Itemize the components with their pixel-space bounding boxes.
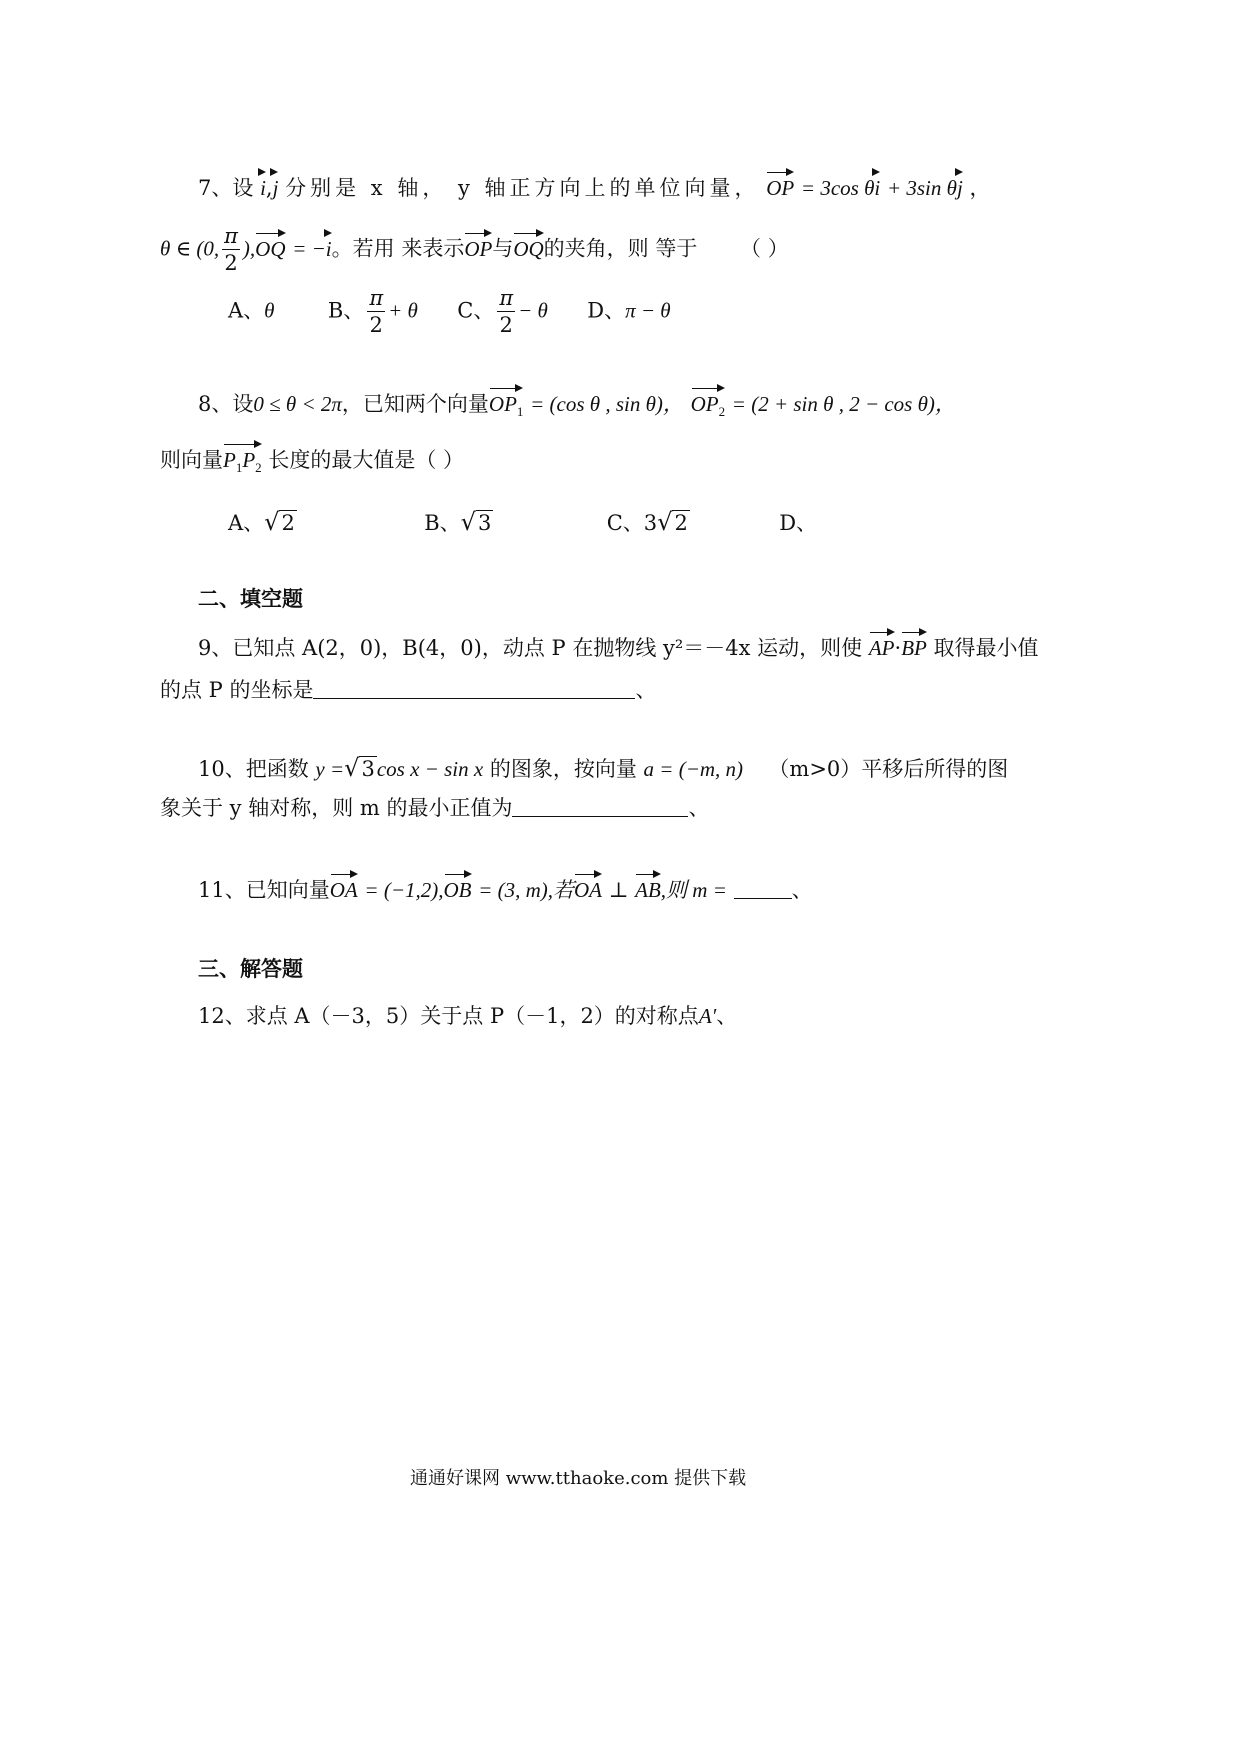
q8-option-a-label: A、 xyxy=(228,511,265,535)
q8-range: 0 ≤ θ < 2π xyxy=(253,392,342,416)
q7-options xyxy=(228,288,671,336)
q9-line2 xyxy=(160,680,656,701)
q8-option-b-sqrt: √3 xyxy=(460,508,492,536)
q8-line2-prefix: 则向量 xyxy=(160,448,223,472)
q7-theta-range: θ ∈ (0, xyxy=(160,236,220,261)
q11-tail: 、 xyxy=(791,878,813,902)
q7-option-b-label: B、 xyxy=(327,298,365,323)
q8-p2-sub: 2 xyxy=(255,460,262,476)
q8-line2 xyxy=(160,450,464,474)
q12-text: 12、求点 A（－3，5）关于点 P（－1，2）的对称点 xyxy=(198,1004,699,1028)
q8-p2-label: P xyxy=(242,448,256,472)
q11-oa-val: = (−1,2), xyxy=(364,878,444,902)
q8-op2-vector xyxy=(691,394,726,418)
q8-option-a-rad: 2 xyxy=(281,511,295,535)
q10-expr: cos x − sin x xyxy=(376,757,484,781)
q12-tail: 、 xyxy=(716,1004,738,1028)
q8-intro: 设 xyxy=(232,392,254,416)
q7-op-expr-1: = 3cos θ xyxy=(800,176,875,200)
q8-expr2: = (2 + sin θ , 2 − cos θ)， xyxy=(731,392,956,416)
q8-line2-suffix: 长度的最大值是（ ） xyxy=(268,448,465,472)
q11-prefix: 11、已知向量 xyxy=(198,878,330,902)
page-footer: 通通好课网 www.tthaoke.com 提供下载 xyxy=(410,1468,747,1489)
q10-line2-tail: 、 xyxy=(688,796,710,820)
q7-oq-expr: = − xyxy=(292,236,326,261)
q8-p1-sub: 1 xyxy=(235,460,243,476)
q7-op-vector-2: OP xyxy=(464,236,493,261)
q7-text2: 与 xyxy=(492,236,514,261)
q11-perp: ⊥ xyxy=(608,878,629,902)
q7-oq-vector-2: OQ xyxy=(513,236,544,261)
q11-ob-vector: OB xyxy=(443,878,472,902)
q7-op-j: j xyxy=(956,176,963,200)
q11-line xyxy=(198,880,813,901)
q9-text1-tail: 取得最小值 xyxy=(933,636,1039,660)
q8-p1p2-vector xyxy=(223,450,262,474)
q7-pi-over-2 xyxy=(222,226,240,274)
q9-tail: 、 xyxy=(635,678,657,702)
q7-option-b-den: 2 xyxy=(369,313,383,337)
q10-answer-blank[interactable] xyxy=(512,798,688,817)
q8-option-c-coef: 3 xyxy=(643,511,658,535)
q11-then: ,则 m = xyxy=(660,878,727,902)
q7-intro: 设 xyxy=(232,176,254,200)
q8-text: ，已知两个向量 xyxy=(341,392,489,416)
q7-number: 7、 xyxy=(198,176,233,200)
q8-option-c-label: C、 xyxy=(606,511,644,535)
q11-ob-val: = (3, m),若 xyxy=(478,878,575,902)
q8-op2-label: OP xyxy=(690,392,719,416)
q10-y-eq: y = xyxy=(315,757,345,781)
q8-option-a-sqrt: √2 xyxy=(264,508,295,536)
q8-option-b-rad: 3 xyxy=(477,511,492,535)
q7-option-a-label: A、 xyxy=(228,298,265,323)
q8-option-d-label: D、 xyxy=(779,511,818,535)
q9-line1 xyxy=(198,638,1039,659)
q7-option-c-tail: − θ xyxy=(518,298,548,323)
q10-line1 xyxy=(198,756,1008,780)
q7-option-b-frac xyxy=(367,288,385,336)
q11-ab-vector: AB xyxy=(635,878,661,902)
q10-tail: （m>0）平移后所得的图 xyxy=(768,757,1009,781)
q12-a-prime: A′ xyxy=(698,1004,717,1028)
q7-i-vector: i xyxy=(260,176,266,200)
q10-line2 xyxy=(160,798,709,819)
q10-rad: 3 xyxy=(361,757,375,781)
q7-oq-vector: OQ xyxy=(255,236,286,261)
q8-number: 8、 xyxy=(198,392,233,416)
q7-frac-num: π xyxy=(224,224,238,248)
q7-option-c-label: C、 xyxy=(457,298,495,323)
q8-option-c-sqrt: √2 xyxy=(657,508,688,536)
q7-option-b-tail: + θ xyxy=(388,298,418,323)
q8-line1 xyxy=(198,394,956,418)
q10-text2: 象关于 y 轴对称，则 m 的最小正值为 xyxy=(160,796,513,820)
q7-line2-mid: ), xyxy=(242,236,256,261)
q9-text1: 9、已知点 A(2，0)，B(4，0)，动点 P 在抛物线 y²＝－4x 运动，则使 xyxy=(198,636,863,660)
section-fill-in-title: 二、填空题 xyxy=(198,586,303,611)
q9-text2: 的点 P 的坐标是 xyxy=(160,678,314,702)
q7-option-c-frac xyxy=(497,288,515,336)
q8-options xyxy=(228,510,817,534)
q7-desc: 分别是 x 轴， y 轴正方向上的单位向量， xyxy=(285,176,760,200)
q7-oq-i: i xyxy=(325,236,332,261)
q7-op-i: i xyxy=(874,176,881,200)
q9-bp-vector: BP xyxy=(901,636,927,660)
q10-prefix: 10、把函数 xyxy=(198,757,309,781)
q11-answer-blank[interactable] xyxy=(734,880,792,899)
q7-line1: 7、设 i,j 分别是 x 轴， y 轴正方向上的单位向量， OP = 3cos θi + 3sin θj ， xyxy=(198,176,991,200)
q10-sqrt: √3 xyxy=(344,754,375,782)
q7-answer-paren: （ ） xyxy=(740,236,789,261)
q8-op1-vector xyxy=(489,394,524,418)
q9-dot: · xyxy=(894,636,902,660)
q7-op-expr-2: + 3sin θ xyxy=(886,176,957,200)
q9-ap-vector: AP xyxy=(868,636,895,660)
section-answer-title: 三、解答题 xyxy=(198,956,303,981)
q8-option-c-rad: 2 xyxy=(674,511,688,535)
q7-option-a-value: θ xyxy=(264,298,275,323)
q7-option-b-num: π xyxy=(369,286,384,310)
q7-j-vector: j xyxy=(272,176,279,200)
q11-oa-vector: OA xyxy=(329,878,358,902)
q8-op1-sub: 1 xyxy=(516,404,524,420)
q7-op-vector: OP xyxy=(766,176,795,200)
q7-text3: 的夹角，则 等于 xyxy=(543,236,698,261)
q7-option-c-den: 2 xyxy=(499,313,513,337)
q8-op2-sub: 2 xyxy=(718,404,726,420)
q8-op1-label: OP xyxy=(488,392,517,416)
q7-line2 xyxy=(160,226,789,274)
q7-option-d-value: π − θ xyxy=(625,298,671,323)
q7-option-d-label: D、 xyxy=(587,298,626,323)
q7-text: 。若用 来表示 xyxy=(331,236,465,261)
q8-p1-label: P xyxy=(223,448,236,472)
q7-frac-den: 2 xyxy=(224,251,238,275)
q12-line xyxy=(198,1006,737,1027)
q7-option-c-num: π xyxy=(499,286,514,310)
q8-expr1: = (cos θ , sin θ)， xyxy=(530,392,684,416)
q11-oa-vector-2: OA xyxy=(574,878,603,902)
q10-a-vector: a = (−m, n) xyxy=(643,757,744,781)
q9-answer-blank[interactable] xyxy=(313,680,635,699)
q8-option-b-label: B、 xyxy=(424,511,461,535)
q10-mid: 的图象，按向量 xyxy=(489,757,637,781)
